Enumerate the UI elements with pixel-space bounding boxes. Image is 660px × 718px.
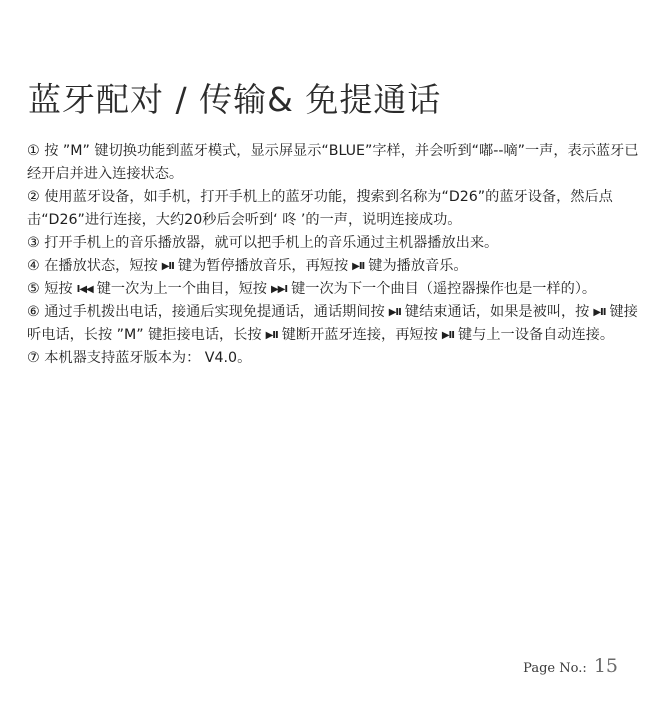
- play-pause-icon: ▶II: [388, 307, 401, 318]
- play-pause-icon: ▶II: [161, 261, 174, 272]
- paragraph-6-text-d: 键断开蓝牙连接，再短按: [281, 327, 438, 343]
- play-pause-icon: ▶II: [593, 307, 606, 318]
- paragraph-6-text-a: ⑥ 通过手机拨出电话，接通后实现免提通话，通话期间按: [27, 304, 385, 320]
- paragraph-6: [27, 301, 639, 347]
- page-number: [523, 655, 618, 677]
- paragraph-7: ⑦ 本机器支持蓝牙版本为： V4.0。: [27, 350, 252, 366]
- paragraph-4-text-b: 键为暂停播放音乐，再短按: [177, 258, 349, 274]
- paragraph-4-text-c: 键为播放音乐。: [368, 258, 468, 274]
- paragraph-6-text-e: 键与上一设备自动连接。: [457, 327, 615, 343]
- play-pause-icon: ▶II: [265, 330, 278, 341]
- paragraph-1: ① 按 ”M” 键切换功能到蓝牙模式，显示屏显示“BLUE”字样，并会听到“嘟--嘀”一声，表示蓝牙已经开启并进入连接状态。: [27, 143, 639, 182]
- play-pause-icon: ▶II: [352, 261, 365, 272]
- paragraph-4-text-a: ④ 在播放状态，短按: [27, 258, 158, 274]
- paragraph-5-text-a: ⑤ 短按: [27, 281, 73, 297]
- paragraph-5-text-c: 键一次为下一个曲目（遥控器操作也是一样的）。: [291, 281, 597, 297]
- paragraph-5-text-b: 键一次为上一个曲目，短按: [96, 281, 267, 297]
- play-pause-icon: ▶II: [441, 330, 454, 341]
- page-number-label: Page No.:: [523, 661, 587, 676]
- paragraph-3: ③ 打开手机上的音乐播放器，就可以把手机上的音乐通过主机器播放出来。: [27, 235, 499, 251]
- paragraph-4: [27, 255, 639, 278]
- previous-track-icon: I◀◀: [76, 284, 93, 295]
- paragraph-5: [27, 278, 639, 301]
- paragraph-6-text-b: 键结束通话，如果是被叫，按: [404, 304, 590, 320]
- page-number-value: 15: [593, 655, 618, 677]
- paragraph-2: ② 使用蓝牙设备，如手机，打开手机上的蓝牙功能，搜索到名称为“D26”的蓝牙设备，然后点击“D26”进行连接，大约20秒后会听到‘ 咚 ’的一声，说明连接成功。: [27, 189, 613, 228]
- page-title: 蓝牙配对 / 传输& 免提通话: [28, 80, 442, 119]
- paragraph-6-text-c: 键接听电话，长按 ”M” 键拒接电话，长按: [27, 304, 638, 343]
- instructions-body: [27, 140, 639, 370]
- next-track-icon: ▶▶I: [270, 284, 288, 295]
